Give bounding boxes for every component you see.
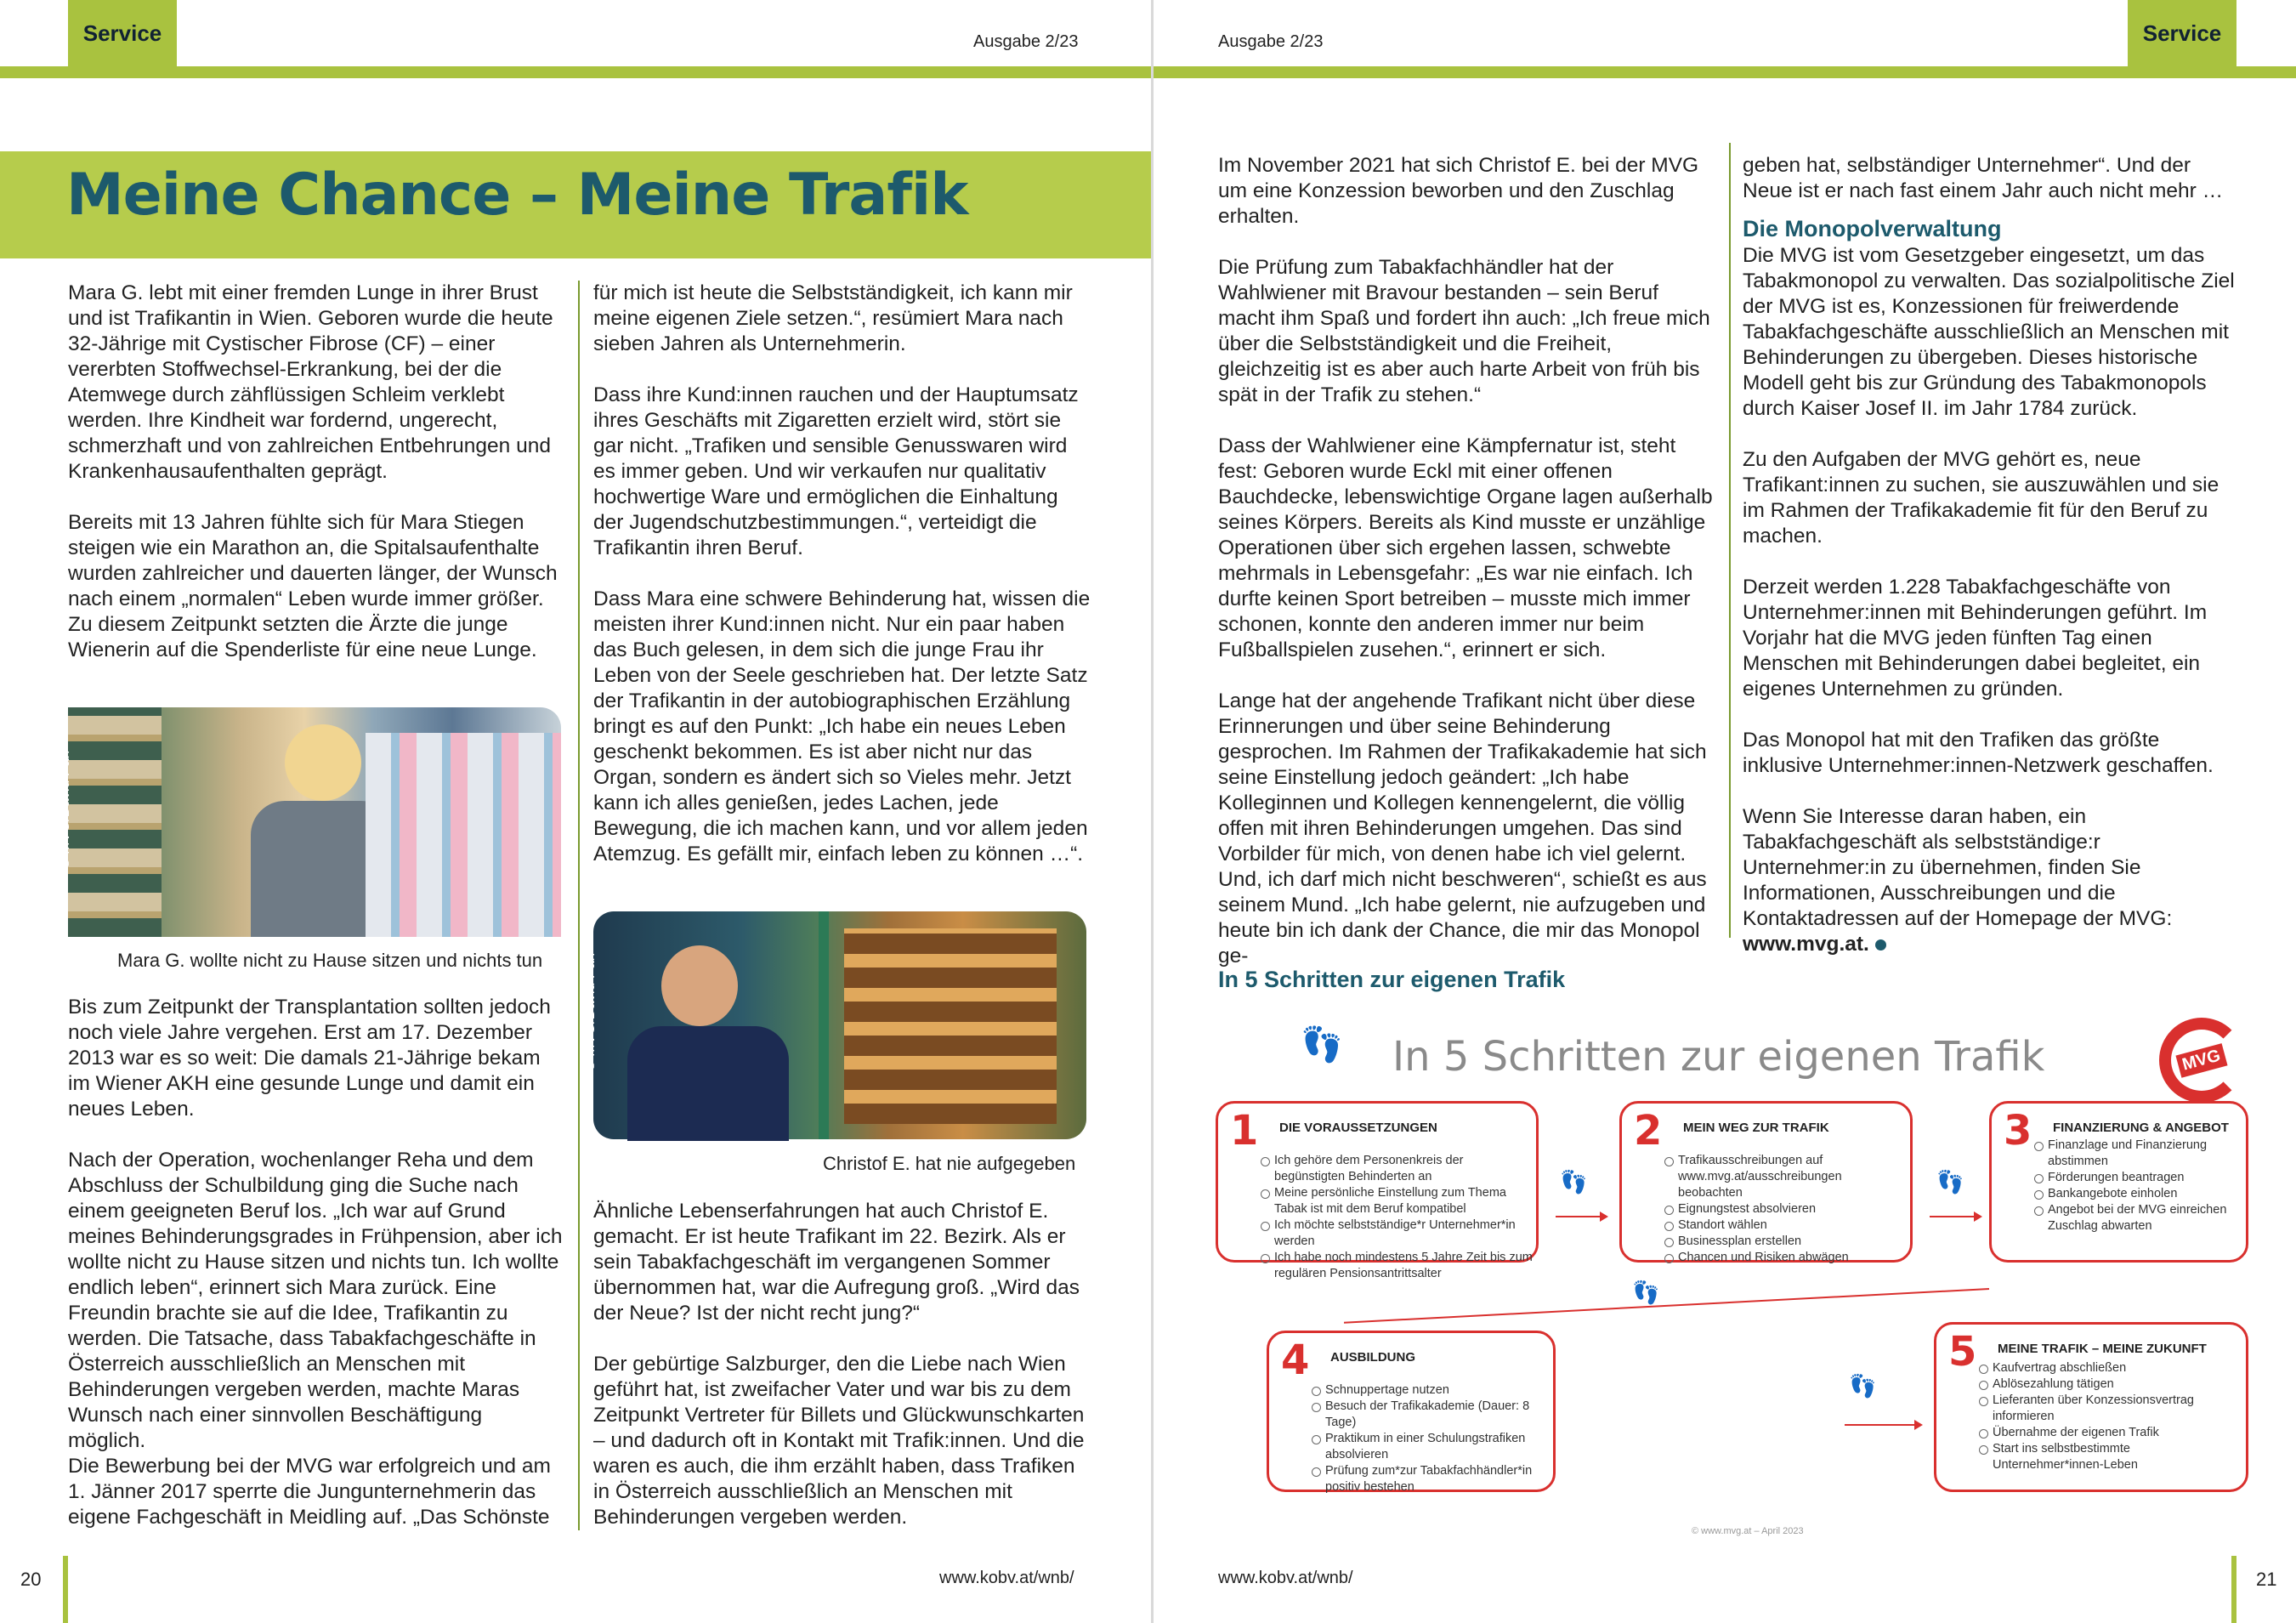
list-item: Ablösezahlung tätigen (1979, 1376, 2225, 1393)
paragraph: Die Prüfung zum Tabakfachhändler hat der Wahlwiener mit Bravour bestanden – sein Beruf macht ihm Spaß und fordert ihn auch: „Ich freue mich über die Selbstständigkeit und die Freiheit, gleichzeitig ist es aber auch harte Arbeit von früh bis spät in der Trafik zu stehen.“ (1218, 256, 1710, 406)
text-column-4 (1743, 153, 2244, 957)
person-head (285, 724, 361, 801)
step-number: 4 (1281, 1336, 1310, 1384)
list-item: Start ins selbstbestimmte Unternehmer*innen-Leben (1979, 1441, 2225, 1473)
steps-heading: In 5 Schritten zur eigenen Trafik (1218, 967, 1566, 992)
paragraph: Lange hat der angehende Trafikant nicht über diese Erinnerungen und über seine Behinderung gesprochen. Im Rahmen der Trafikakademie hat sich seine Einstellung jedoch geändert: „Ich habe Kolleginnen und Kollegen kennengelernt, die völlig offen mit ihren Behinderungen umgehen. Das sind Vorbilder für mich, von denen habe ich viel gelernt. Und, ich darf mich nicht beschweren“, schießt es aus seinem Mund. „Ich habe gelernt, nie aufzugeben und heute bin ich dank der Chance, die mir das Monopol ge- (1218, 689, 1707, 968)
paragraph: Derzeit werden 1.228 Tabakfachgeschäfte von Unternehmer:innen mit Behinderungen geführt. Im Vorjahr hat die MVG jeden fünften Tag einen Menschen mit Behinderungen dabei begleitet, ein eigenes Unternehmen zu gründen. (1743, 576, 2208, 701)
paragraph: Mara G. lebt mit einer fremden Lunge in ihrer Brust und ist Trafikantin in Wien. Geboren wurde die heute 32-Jährige mit Cystischer Fibrose (CF) – einer vererbten Stoffwechsel-Erkrankung, bei der die Atemwege durch zähflüssigen Schleim verklebt werden. Ihre Kindheit war fordernd, ungerecht, schmerzhaft und von zahlreichen Entbehrungen und Krankenhausaufenthalten geprägt. (68, 281, 553, 483)
mvg-logo-text: MVG (2176, 1043, 2228, 1077)
list-item: Lieferanten über Konzessionsvertrag informieren (1979, 1393, 2225, 1425)
header-bar (0, 66, 1152, 78)
section-tab: Service (2128, 0, 2236, 66)
paragraph: Dass der Wahlwiener eine Kämpfernatur ist, steht fest: Geboren wurde Eckl mit einer offenen Bauchdecke, lebenswichtige Organe lagen außerhalb seines Körpers. Bereits als Kind musste er unzählige Operationen über sich ergehen lassen, schwebte mehrmals in Lebensgefahr: „Es war nie einfach. Ich durfte keinen Sport betreiben – musste mich immer schonen, konnte den anderen immer nur beim Fußballspielen zusehen.“, erinnert er sich. (1218, 434, 1713, 661)
flow-arrow (1930, 1216, 1981, 1217)
list-item: Förderungen beantragen (2034, 1170, 2238, 1186)
person-body (627, 1026, 789, 1141)
paragraph: Zu den Aufgaben der MVG gehört es, neue Trafikant:innen zu suchen, sie auszuwählen und sie im Rahmen der Trafikakademie fit für den Beruf zu machen. (1743, 448, 2219, 548)
photo-christof (581, 911, 1086, 1139)
paragraph: Bereits mit 13 Jahren fühlte sich für Mara Stiegen steigen wie ein Marathon an, die Spitalsaufenthalte wurden zahlreicher und dauerten länger, der Wunsch nach einem „normalen“ Leben wurde immer größer. Zu diesem Zeitpunkt setzten die Ärzte die junge Wienerin auf die Spenderliste für eine neue Lunge. (68, 511, 558, 661)
step-title: MEINE TRAFIK – MEINE ZUKUNFT (1998, 1342, 2207, 1356)
flow-arrow-return (1344, 1288, 1989, 1324)
step-number: 3 (2004, 1107, 2032, 1155)
step-list (1979, 1360, 2225, 1473)
list-item: Eignungstest absolvieren (1664, 1201, 1885, 1217)
list-item: Businessplan erstellen (1664, 1234, 1885, 1250)
paragraph: geben hat, selbständiger Unternehmer“. Und der Neue ist er nach fast einem Jahr auch nicht mehr … (1743, 154, 2224, 202)
step-number: 2 (1634, 1107, 1663, 1155)
footer-accent (2231, 1556, 2236, 1623)
footprints-icon: 👣 (1849, 1373, 1877, 1399)
paragraph-text: Wenn Sie Interesse daran haben, ein Tabakfachgeschäft als selbstständige:r Unternehmer:in zu übernehmen, finden Sie Informationen, Ausschreibungen und die Kontaktadressen auf der Homepage der MVG: (1743, 805, 2173, 930)
steps-infographic (1216, 1007, 2248, 1543)
list-item: Ich möchte selbstständige*r Unternehmer*in werden (1261, 1217, 1536, 1250)
footer-accent (63, 1556, 68, 1623)
photo-caption: Mara G. wollte nicht zu Hause sitzen und nichts tun (117, 950, 543, 971)
list-item: Standort wählen (1664, 1217, 1885, 1234)
step-number: 1 (1230, 1107, 1259, 1155)
photo-caption: Christof E. hat nie aufgegeben (823, 1153, 1076, 1174)
step-list (2034, 1138, 2238, 1234)
step-list (1664, 1153, 1885, 1266)
list-item: Prüfung zum*zur Tabakfachhändler*in positiv bestehen (1312, 1463, 1550, 1495)
shop-interior (844, 928, 1057, 1124)
photo-mara (56, 707, 561, 937)
text-column-1b (68, 995, 565, 1530)
section-tab: Service (68, 0, 177, 66)
step-4 (1267, 1331, 1556, 1492)
paragraph: Dass Mara eine schwere Behinderung hat, wissen die meisten ihrer Kund:innen nicht. Nur ein paar haben das Buch gelesen, in dem sich die junge Frau ihr Leben von der Seele geschrieben hat. Der letzte Satz der Trafikantin in der autobiographischen Erzählung bringt es auf den Punkt: „Ich habe ein neues Leben geschenkt bekommen. Es ist aber nicht nur das Organ, sondern es ändert sich so Vieles mehr. Jetzt kann ich alles genießen, jedes Lachen, jede Bewegung, die ich machen kann, und vor allem jeden Atemzug. Es gefällt mir, einfach leben zu können …“. (593, 587, 1091, 865)
footprints-icon: 👣 (1560, 1169, 1588, 1195)
step-title: DIE VORAUSSETZUNGEN (1279, 1121, 1437, 1135)
page-title: Meine Chance – Meine Trafik (66, 162, 968, 229)
paragraph: Die MVG ist vom Gesetzgeber eingesetzt, um das Tabakmonopol zu verwalten. Das sozialpolitische Ziel der MVG ist es, Konzessionen für freiwerdende Tabakfachgeschäfte ausschließlich an Menschen mit Behinderungen zu übergeben. Dieses historische Modell geht bis zur Gründung des Tabakmonopols durch Kaiser Josef II. im Jahr 1784 zurück. (1743, 244, 2235, 420)
list-item: Praktikum in einer Schulungstrafiken absolvieren (1312, 1431, 1550, 1463)
step-2 (1619, 1101, 1913, 1263)
step-title: AUSBILDUNG (1330, 1350, 1415, 1365)
text-column-3 (1218, 153, 1715, 969)
footer-url[interactable]: www.kobv.at/wnb/ (939, 1569, 1074, 1587)
page-number: 21 (2256, 1569, 2277, 1590)
paragraph: Im November 2021 hat sich Christof E. bei der MVG um eine Konzession beworben und den Zuschlag erhalten. (1218, 154, 1699, 228)
list-item: Finanzlage und Finanzierung abstimmen (2034, 1138, 2238, 1170)
list-item: Chancen und Risiken abwägen (1664, 1250, 1885, 1266)
infographic-copyright: © www.mvg.at – April 2023 (1692, 1526, 1804, 1536)
step-title: FINANZIERUNG & ANGEBOT (2053, 1121, 2229, 1135)
end-mark-icon (1875, 939, 1886, 951)
step-1 (1216, 1101, 1539, 1280)
text-column-2 (593, 281, 1091, 893)
list-item: Schnuppertage nutzen (1312, 1382, 1550, 1399)
step-3 (1989, 1101, 2248, 1263)
paragraph: Bis zum Zeitpunkt der Transplantation sollten jedoch noch viele Jahre vergehen. Erst am 17. Dezember 2013 war es so weit: Die damals 21-Jährige bekam im Wiener AKH eine gesunde Lunge und damit ein neues Leben. (68, 996, 551, 1121)
paragraph: Dass ihre Kund:innen rauchen und der Hauptumsatz ihres Geschäfts mit Zigaretten erzielt wird, stört sie gar nicht. „Trafiken und sensible Genusswaren wird es immer geben. Und wir verkaufen nur qualitativ hochwertige Ware und ermöglichen die Einhaltung der Jugendschutzbestimmungen.“, verteidigt die Trafikantin ihren Beruf. (593, 383, 1079, 559)
step-list (1312, 1382, 1550, 1495)
flow-arrow (1556, 1216, 1607, 1217)
list-item: Ich habe noch mindestens 5 Jahre Zeit bis zum regulären Pensionsantrittsalter (1261, 1250, 1536, 1282)
subheading: Die Monopolverwaltung (1743, 216, 2002, 241)
list-item: Angebot bei der MVG einreichen Zuschlag abwarten (2034, 1202, 2238, 1234)
column-divider (578, 281, 580, 1530)
text-column-1 (68, 281, 565, 689)
mvg-link[interactable]: www.mvg.at. (1743, 933, 1869, 956)
shelf-postcards (68, 707, 162, 937)
text-column-2b (593, 1199, 1091, 1556)
photo-credit: © MVG/David Pan (56, 750, 72, 869)
shelf-goods (366, 733, 561, 937)
paragraph: Ähnliche Lebenserfahrungen hat auch Christof E. gemacht. Er ist heute Trafikant im 22. Bezirk. Als er sein Tabakfachgeschäft im vergangenen Sommer übernommen hat, war die Aufregung groß. „Wird das der Neue? Ist der nicht recht jung?“ (593, 1200, 1080, 1325)
infographic-title: In 5 Schritten zur eigenen Trafik (1392, 1033, 2045, 1081)
page-number: 20 (20, 1569, 42, 1590)
paragraph (1743, 804, 2244, 957)
list-item: Besuch der Trafikakademie (Dauer: 8 Tage) (1312, 1399, 1550, 1431)
flow-arrow (1845, 1424, 1921, 1426)
paragraph: Nach der Operation, wochenlanger Reha und dem Abschluss der Schulbildung ging die Suche nach einem geeigneten Beruf los. „Ich war auf Grund meines Behinderungsgrades in Frühpension, aber ich wollte nicht zu Hause sitzen und nichts tun. Ich wollte endlich leben“, erinnert sich Mara zurück. Eine Freundin brachte sie auf die Idee, Trafikantin zu werden. Die Tatsache, dass Tabakfachgeschäfte in Österreich ausschließlich an Menschen mit Behinderungen vergeben werden, machte Maras Wunsch nach einer sinnvollen Beschäftigung möglich. (68, 1149, 563, 1452)
list-item: Bankangebote einholen (2034, 1186, 2238, 1202)
footer-url[interactable]: www.kobv.at/wnb/ (1218, 1569, 1353, 1587)
paragraph: Der gebürtige Salzburger, den die Liebe nach Wien geführt hat, ist zweifacher Vater und war bis zu dem Zeitpunkt Vertreter für Billets und Glückwunschkarten – und dadurch oft in Kontakt mit Trafik:innen. Und die waren es auch, die ihm erzählt haben, dass Trafiken in Österreich ausschließlich an Menschen mit Behinderungen vergeben werden. (593, 1353, 1085, 1529)
footprints-icon: 👣 (1632, 1280, 1660, 1305)
list-item: Meine persönliche Einstellung zum Thema Tabak ist mit dem Beruf kompatibel (1261, 1185, 1536, 1217)
header-bar (1154, 66, 2296, 78)
door-frame (819, 911, 829, 1139)
paragraph: Die Bewerbung bei der MVG war erfolgreich und am 1. Jänner 2017 sperrte die Jungunternehmerin das eigene Fachgeschäft in Meidling auf. „Das Schönste (68, 1455, 551, 1529)
issue-label: Ausgabe 2/23 (1218, 32, 1324, 51)
paragraph: Das Monopol hat mit den Trafiken das größte inklusive Unternehmer:innen-Netzwerk geschaffen. (1743, 729, 2214, 777)
list-item: Ich gehöre dem Personenkreis der begünstigten Behinderten an (1261, 1153, 1536, 1185)
list-item: Übernahme der eigenen Trafik (1979, 1425, 2225, 1441)
footprints-icon: 👣 (1936, 1169, 1964, 1195)
step-list (1261, 1153, 1536, 1282)
step-number: 5 (1948, 1328, 1977, 1376)
list-item: Trafikausschreibungen auf www.mvg.at/ausschreibungen beobachten (1664, 1153, 1885, 1201)
paragraph: für mich ist heute die Selbstständigkeit, ich kann mir meine eigenen Ziele setzen.“, resümiert Mara nach sieben Jahren als Unternehmerin. (593, 281, 1073, 355)
step-title: MEIN WEG ZUR TRAFIK (1683, 1121, 1829, 1135)
issue-label: Ausgabe 2/23 (973, 32, 1079, 51)
person-head (661, 945, 738, 1026)
column-divider (1729, 143, 1731, 938)
photo-credit: © MVG/David Pan (581, 952, 598, 1071)
mvg-logo (2159, 1018, 2244, 1103)
footprints-icon: 👣 (1301, 1026, 1343, 1064)
list-item: Kaufvertrag abschließen (1979, 1360, 2225, 1376)
step-5 (1934, 1322, 2248, 1492)
